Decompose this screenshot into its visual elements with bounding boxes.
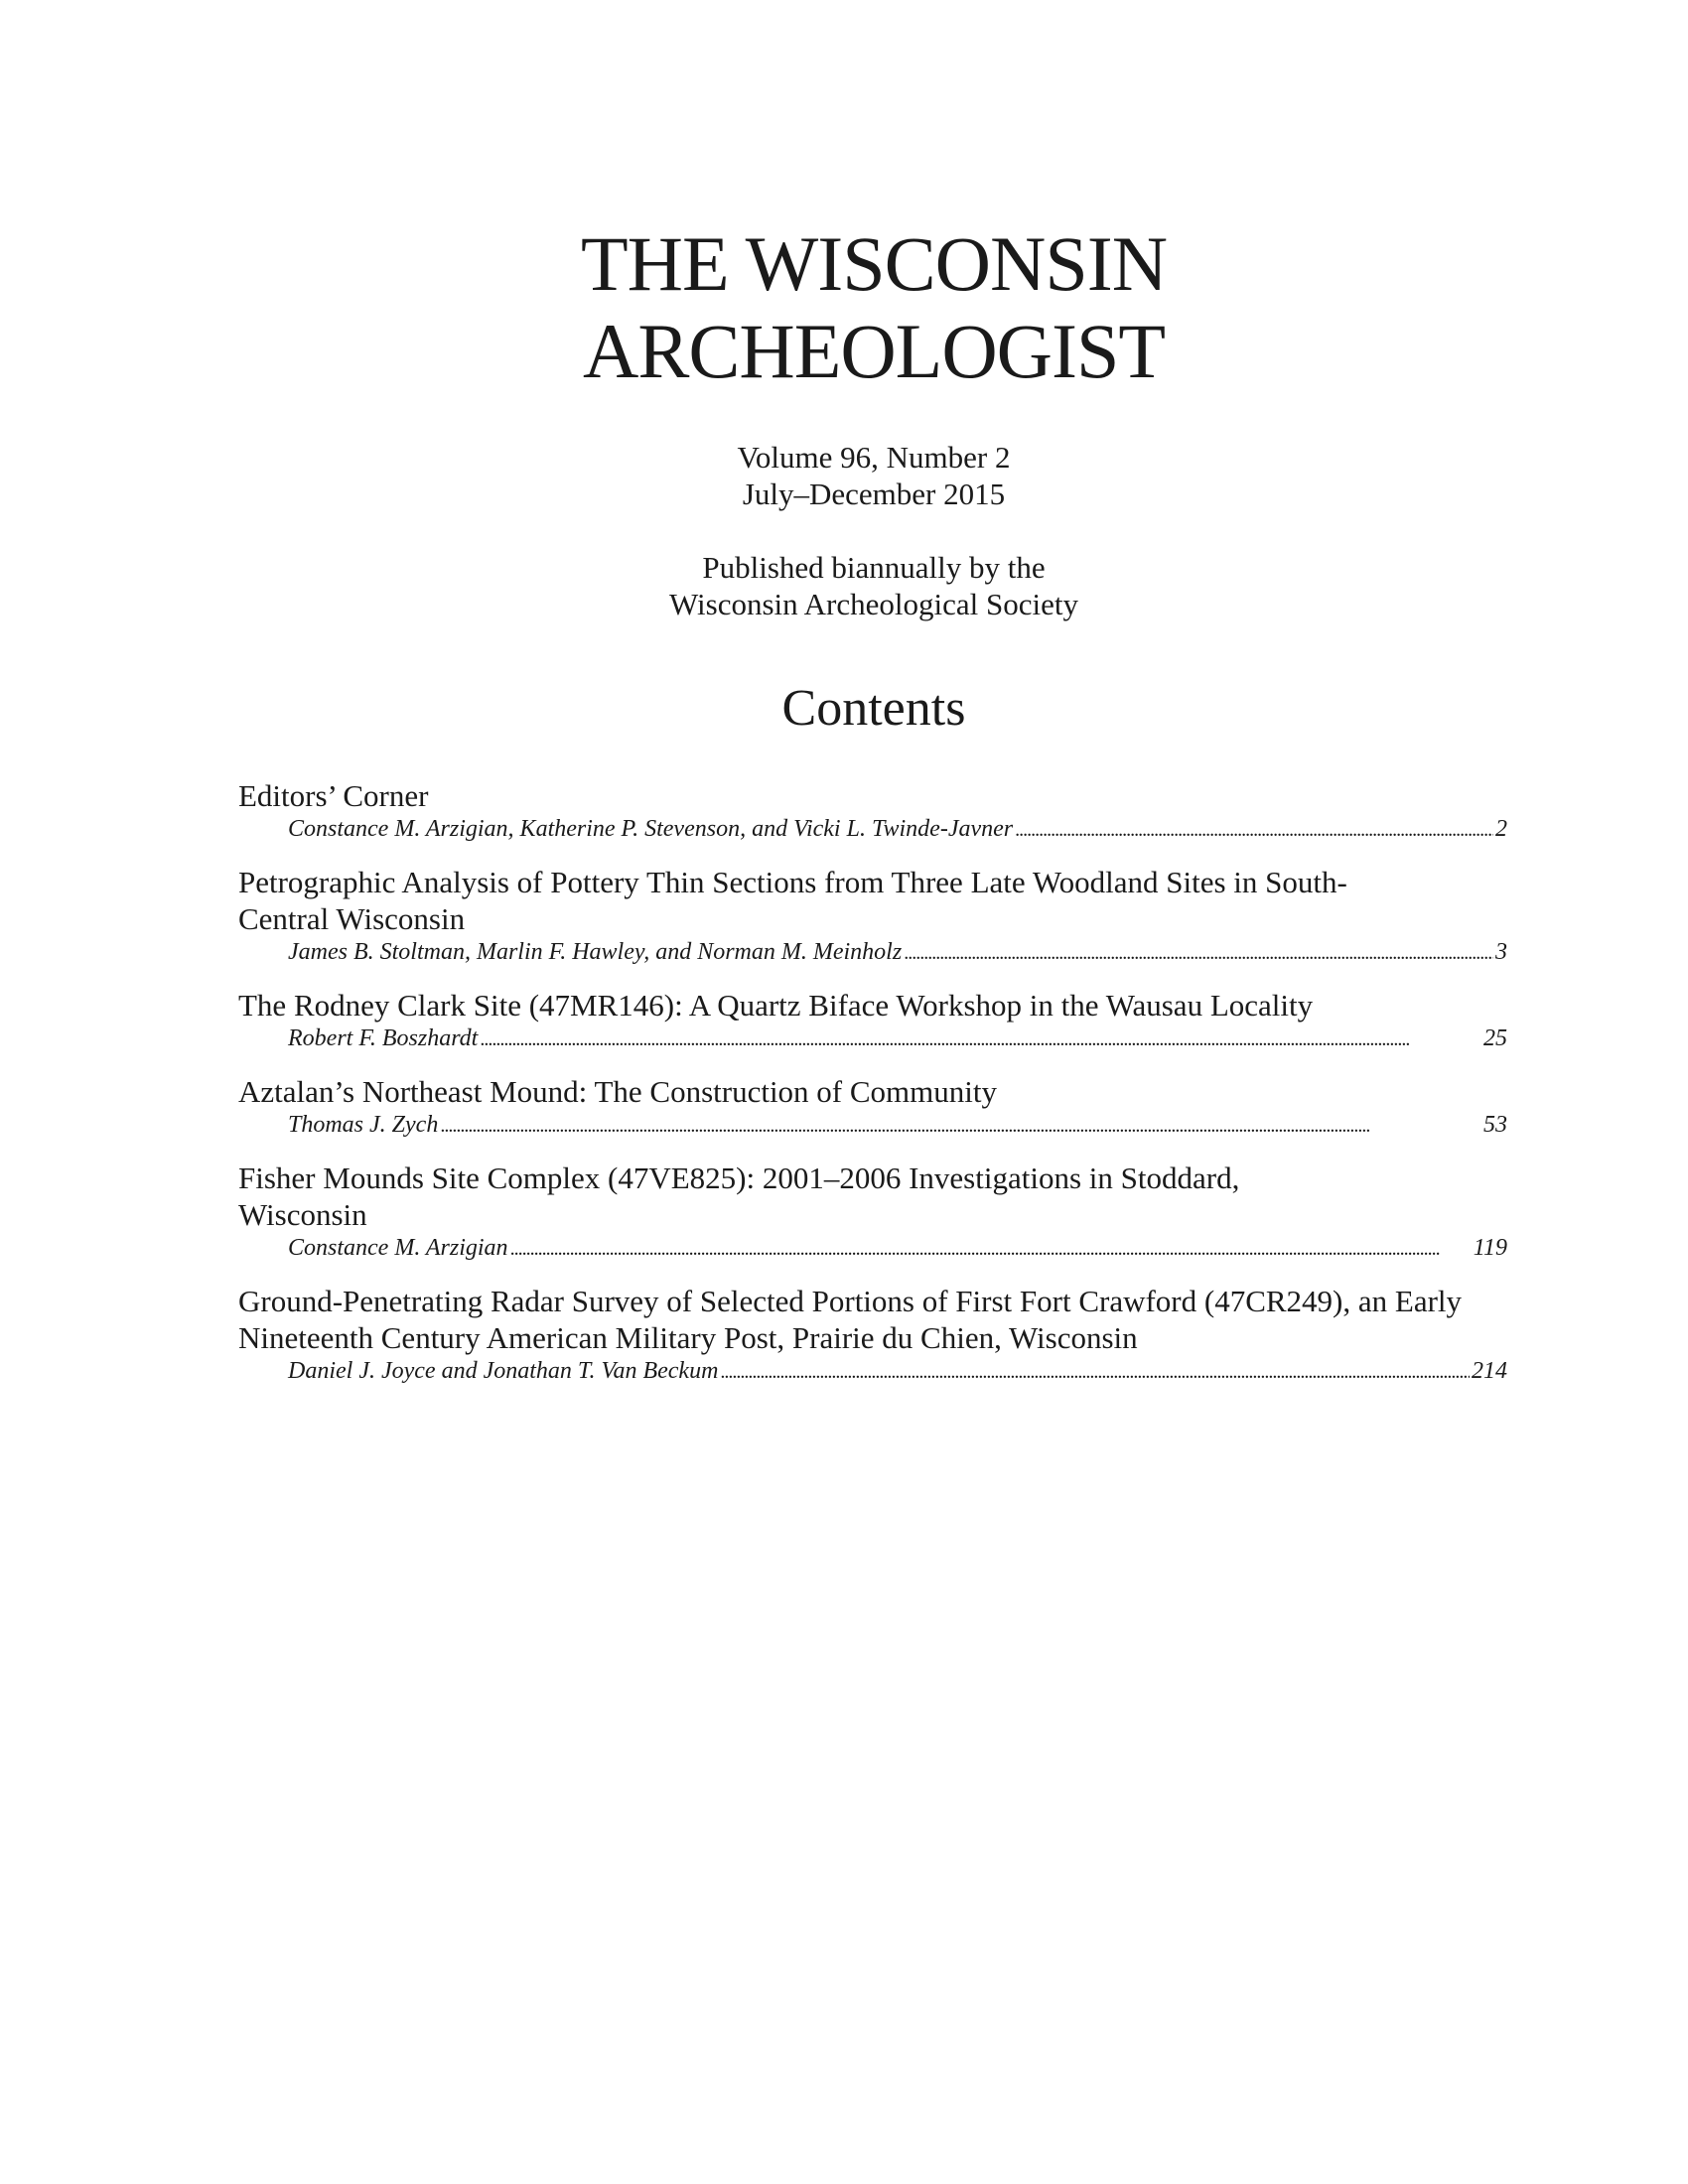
journal-title-line-2: ARCHEOLOGIST [583, 308, 1165, 394]
toc-entry [238, 1073, 1507, 1142]
dot-leader [510, 1233, 1472, 1265]
toc-entry-authors: Constance M. Arzigian, Katherine P. Stevenson, and Vicki L. Twinde-Javner [288, 816, 1014, 842]
toc-entry-title: Editors’ Corner [238, 778, 429, 813]
dot-leader [440, 1110, 1481, 1142]
toc-entry-byline [238, 1356, 1507, 1388]
toc-entry [238, 864, 1507, 969]
toc-entry-byline [238, 1233, 1507, 1265]
toc-entry-authors: Robert F. Boszhardt [288, 1025, 479, 1051]
issue-volume: Volume 96, Number 2 [737, 440, 1011, 475]
toc-entry [238, 1283, 1507, 1388]
toc-entry-page: 3 [1495, 939, 1507, 965]
toc-entry-page: 2 [1495, 816, 1507, 842]
publisher-info [0, 549, 1688, 622]
dot-leader [480, 1024, 1481, 1055]
toc-entry-title: Aztalan’s Northeast Mound: The Construction of Community [238, 1074, 998, 1109]
toc-entry [238, 1160, 1507, 1265]
toc-entry-byline [238, 937, 1507, 969]
issue-date: July–December 2015 [742, 477, 1006, 511]
toc-entry-title: Petrographic Analysis of Pottery Thin Sections from Three Late Woodland Sites in South-Central Wisconsin [238, 865, 1347, 936]
toc-entry-authors: Daniel J. Joyce and Jonathan T. Van Beckum [288, 1358, 719, 1384]
issue-info [0, 439, 1688, 512]
toc-entry-byline [238, 814, 1507, 846]
toc-entry-authors: Thomas J. Zych [288, 1112, 439, 1138]
toc-entry-title: Ground-Penetrating Radar Survey of Selected Portions of First Fort Crawford (47CR249), an Early Nineteenth Century American Military Post, Prairie du Chien, Wisconsin [238, 1284, 1463, 1355]
publisher-line-1: Published biannually by the [702, 550, 1046, 585]
dot-leader [904, 937, 1493, 969]
toc-entry-authors: James B. Stoltman, Marlin F. Hawley, and Norman M. Meinholz [288, 939, 903, 965]
toc-entry-page: 25 [1483, 1025, 1507, 1051]
publisher-line-2: Wisconsin Archeological Society [669, 587, 1078, 621]
contents-heading: Contents [781, 680, 966, 737]
toc-entry-byline [238, 1024, 1507, 1055]
toc-entry [238, 777, 1507, 846]
toc-entry-page: 119 [1473, 1235, 1507, 1261]
journal-title-line-1: THE WISCONSIN [580, 220, 1168, 307]
toc-entry-byline [238, 1110, 1507, 1142]
toc-entry-title: Fisher Mounds Site Complex (47VE825): 2001–2006 Investigations in Stoddard, Wisconsin [238, 1160, 1240, 1232]
toc-entry-page: 53 [1483, 1112, 1507, 1138]
table-of-contents [238, 777, 1507, 1406]
dot-leader [1015, 814, 1493, 846]
journal-title [0, 220, 1688, 395]
toc-entry [238, 987, 1507, 1055]
toc-entry-page: 214 [1472, 1358, 1507, 1384]
toc-entry-authors: Constance M. Arzigian [288, 1235, 508, 1261]
toc-entry-title: The Rodney Clark Site (47MR146): A Quartz Biface Workshop in the Wausau Locality [238, 988, 1314, 1023]
dot-leader [720, 1356, 1470, 1388]
